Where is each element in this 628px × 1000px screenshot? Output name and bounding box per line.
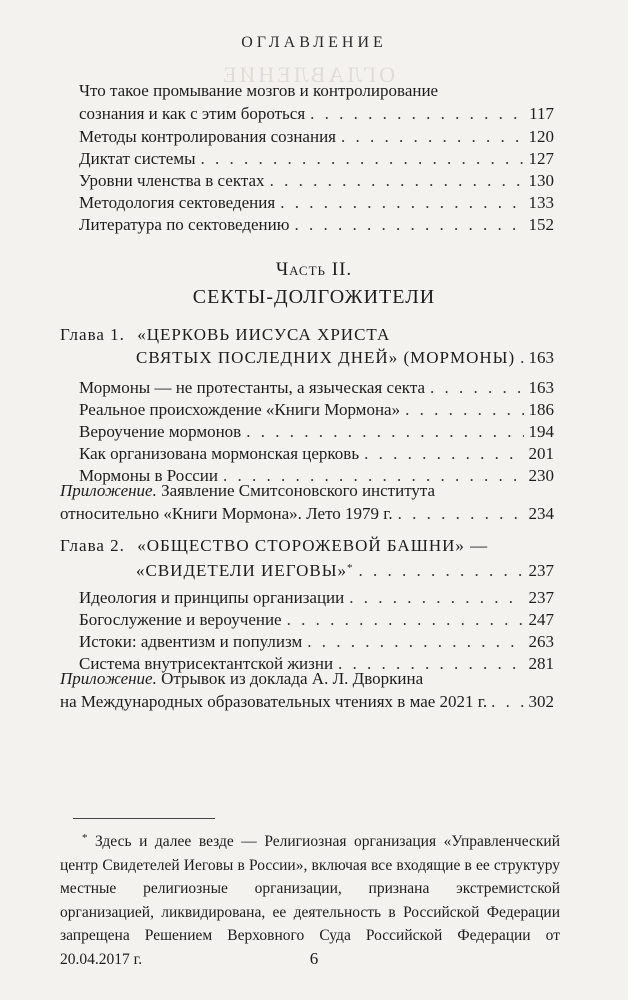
toc-entry-text: Что такое промывание мозгов и контролирование: [79, 81, 439, 100]
toc-entry-title: Богослужение и вероучение: [79, 610, 282, 629]
toc-entry-title: Методы контролирования сознания: [79, 127, 336, 146]
chapter-heading[interactable]: [60, 324, 390, 346]
toc-page-number: 302: [528, 692, 554, 711]
leader-dots: [349, 587, 523, 609]
toc-entry[interactable]: [79, 631, 554, 653]
toc-page-number: 263: [528, 632, 554, 651]
leader-dots: [491, 691, 524, 713]
toc-page-number: 127: [528, 149, 554, 168]
toc-page-number: 117: [529, 104, 554, 123]
toc-entry-title: Вероучение мормонов: [79, 422, 242, 441]
chapter-title-line2: «СВИДЕТЕЛИ ИЕГОВЫ»*: [136, 561, 354, 580]
chapter-title-line2: СВЯТЫХ ПОСЛЕДНИХ ДНЕЙ» (МОРМОНЫ): [136, 348, 516, 367]
chapter-title-line1: «ЦЕРКОВЬ ИИСУСА ХРИСТА: [137, 325, 391, 344]
toc-entry[interactable]: [79, 399, 554, 421]
chapter-heading[interactable]: [60, 535, 488, 557]
toc-entry[interactable]: [79, 103, 554, 125]
page-number: 6: [309, 949, 319, 968]
appendix-entry[interactable]: [60, 691, 554, 713]
toc-page-number: 237: [528, 588, 554, 607]
toc-entry-title: Мормоны в России: [79, 466, 218, 485]
toc-entry[interactable]: [79, 214, 554, 236]
footnote-marker: *: [82, 832, 88, 844]
toc-entry-title: Диктат системы: [79, 149, 196, 168]
footnote-rule: [73, 818, 215, 819]
leader-dots: [246, 421, 523, 443]
toc-entry-title: Методология сектоведения: [79, 193, 276, 212]
toc-entry[interactable]: [79, 126, 554, 148]
toc-page-number: 130: [528, 171, 554, 190]
toc-entry-title: Как организована мормонская церковь: [79, 444, 360, 463]
part-title: СЕКТЫ-ДОЛГОЖИТЕЛИ: [192, 286, 436, 308]
toc-entry[interactable]: [79, 587, 554, 609]
leader-dots: [430, 377, 523, 399]
toc-page-number: 163: [528, 348, 554, 367]
chapter-title-line1: «ОБЩЕСТВО СТОРОЖЕВОЙ БАШНИ» —: [137, 536, 489, 555]
leader-dots: [398, 503, 524, 525]
appendix-label: Приложение.: [60, 481, 157, 500]
toc-page-number: 194: [528, 422, 554, 441]
toc-entry[interactable]: [79, 170, 554, 192]
toc-entry-title: Мормоны — не протестанты, а языческая секта: [79, 378, 426, 397]
part-label: Часть II.: [275, 259, 353, 280]
leader-dots: [280, 192, 523, 214]
footnote-marker: *: [347, 562, 354, 574]
show-through-text: ОГЛАВЛЕНИЕ: [220, 62, 396, 87]
toc-page-number: 152: [528, 215, 554, 234]
toc-page-number: 186: [528, 400, 554, 419]
chapter-label: Глава 2.: [60, 536, 125, 555]
toc-page-number: 133: [528, 193, 554, 212]
leader-dots: [310, 103, 524, 125]
toc-entry-title: Идеология и принципы организации: [79, 588, 345, 607]
leader-dots: [364, 443, 523, 465]
toc-page-number: 201: [528, 444, 554, 463]
toc-entry[interactable]: [79, 421, 554, 443]
appendix-text-line2: на Международных образовательных чтениях в мае 2021 г.: [60, 692, 488, 711]
toc-page-number: 120: [528, 127, 554, 146]
running-head: ОГЛАВЛЕНИЕ: [241, 34, 387, 51]
toc-page-number: 163: [528, 378, 554, 397]
toc-page-number: 230: [528, 466, 554, 485]
appendix-label: Приложение.: [60, 669, 157, 688]
toc-entry-title: Литература по сектоведению: [79, 215, 290, 234]
leader-dots: [201, 148, 524, 170]
appendix-text: Отрывок из доклада А. Л. Дворкина: [161, 669, 424, 688]
toc-entry[interactable]: [79, 192, 554, 214]
toc-entry-title: Уровни членства в сектах: [79, 171, 265, 190]
toc-entry-title: Система внутрисектантской жизни: [79, 654, 334, 673]
leader-dots: [341, 126, 524, 148]
chapter-label: Глава 1.: [60, 325, 125, 344]
chapter-title-entry[interactable]: [136, 347, 554, 369]
toc-page-number: 234: [528, 504, 554, 523]
toc-entry[interactable]: [79, 148, 554, 170]
leader-dots: [307, 631, 523, 653]
appendix-entry[interactable]: [60, 503, 554, 525]
toc-entry[interactable]: [79, 443, 554, 465]
leader-dots: [359, 560, 524, 582]
chapter-title-entry[interactable]: [136, 557, 554, 582]
toc-page-number: 281: [528, 654, 554, 673]
leader-dots: [270, 170, 524, 192]
leader-dots: [405, 399, 523, 421]
toc-page-number: 237: [528, 561, 554, 580]
appendix-line1: [60, 668, 423, 690]
leader-dots: [520, 347, 523, 369]
footnote-text: Здесь и далее везде — Религиозная организация «Управленческий центр Свидетелей Иеговы в России», включая все входящие в ее структуру местные религиозные организации, признана экстремистской организацией, ликвидирована, ее деятельность в Российской Федерации запрещена Решением Верховного Суда Российской Федерации от 20.04.2017 г.: [60, 833, 560, 968]
appendix-text: Заявление Смитсоновского института: [161, 481, 436, 500]
appendix-text-line2: относительно «Книги Мормона». Лето 1979 г.: [60, 504, 393, 523]
toc-entry-title: Истоки: адвентизм и популизм: [79, 632, 303, 651]
toc-entry[interactable]: [79, 377, 554, 399]
appendix-line1: [60, 480, 435, 502]
toc-page-number: 247: [528, 610, 554, 629]
leader-dots: [287, 609, 524, 631]
leader-dots: [294, 214, 523, 236]
toc-entry-title: Реальное происхождение «Книги Мормона»: [79, 400, 401, 419]
toc-entry[interactable]: [79, 609, 554, 631]
toc-entry-title: сознания и как с этим бороться: [79, 104, 306, 123]
